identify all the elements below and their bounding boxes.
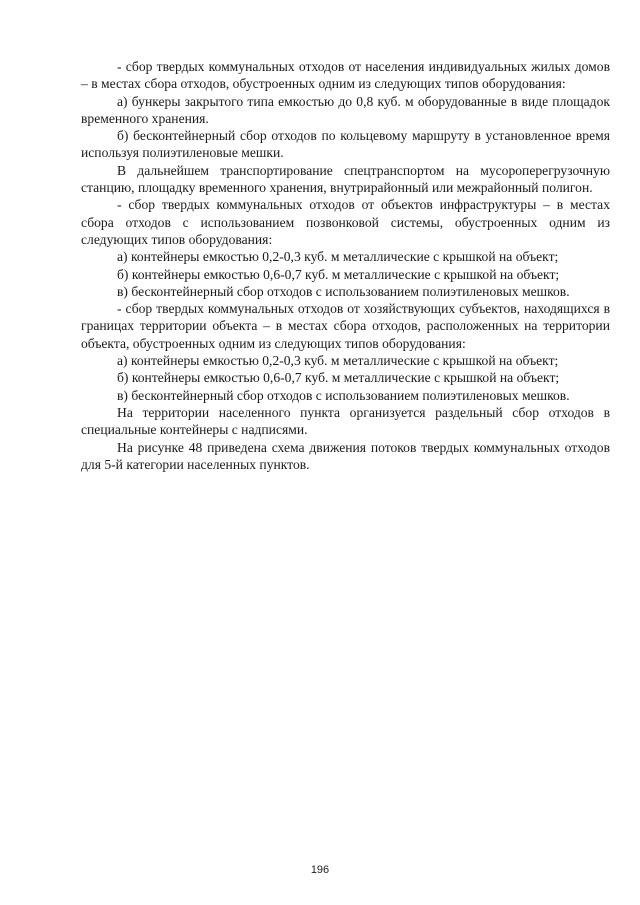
paragraph-business-option-c: в) бесконтейнерный сбор отходов с использованием полиэтиленовых мешков. xyxy=(117,387,570,403)
paragraph-infra-option-b: б) контейнеры емкостью 0,6-0,7 куб. м металлические с крышкой на объект; xyxy=(117,266,560,282)
paragraph-figure-reference: На рисунке 48 приведена схема движения потоков твердых коммунальных отходов для 5-й категории населенных пунктов. xyxy=(81,439,610,472)
paragraph-infra-option-a: а) контейнеры емкостью 0,2-0,3 куб. м металлические с крышкой на объект; xyxy=(117,249,559,265)
paragraph-business-option-a: а) контейнеры емкостью 0,2-0,3 куб. м металлические с крышкой на объект; xyxy=(117,353,559,369)
paragraph-option-b-bagless: б) бесконтейнерный сбор отходов по кольцевому маршруту в установленное время используя полиэтиленовые мешки. xyxy=(81,128,610,161)
paragraph-individual-houses: - сбор твердых коммунальных отходов от населения индивидуальных жилых домов – в местах сбора отходов, обустроенных одним из следующих типов оборудования: xyxy=(81,59,610,92)
paragraph-separate-collection: На территории населенного пункта организуется раздельный сбор отходов в специальные контейнеры с надписями. xyxy=(81,404,610,438)
paragraph-transportation: В дальнейшем транспортирование спецтранспортом на мусороперегрузочную станцию, площадку временного хранения, внутрирайонный или межрайонный полигон. xyxy=(81,162,610,196)
paragraph-option-a-bunkers: а) бункеры закрытого типа емкостью до 0,8 куб. м оборудованные в виде площадок временного хранения. xyxy=(81,93,610,126)
paragraph-business-option-b: б) контейнеры емкостью 0,6-0,7 куб. м металлические с крышкой на объект; xyxy=(117,370,560,386)
document-body xyxy=(81,58,610,473)
paragraph-infra-option-c: в) бесконтейнерный сбор отходов с использованием полиэтиленовых мешков. xyxy=(117,283,570,299)
paragraph-business-entities: - сбор твердых коммунальных отходов от хозяйствующих субъектов, находящихся в границах территории объекта – в местах сбора отходов, расположенных на территории объекта, обустроенных одним из следующих типов оборудования: xyxy=(81,301,610,351)
page-number: 196 xyxy=(310,864,330,876)
paragraph-infrastructure: - сбор твердых коммунальных отходов от объектов инфраструктуры – в местах сбора отходов с использованием позвонковой системы, обустроенных одним из следующих типов оборудования: xyxy=(81,197,610,247)
